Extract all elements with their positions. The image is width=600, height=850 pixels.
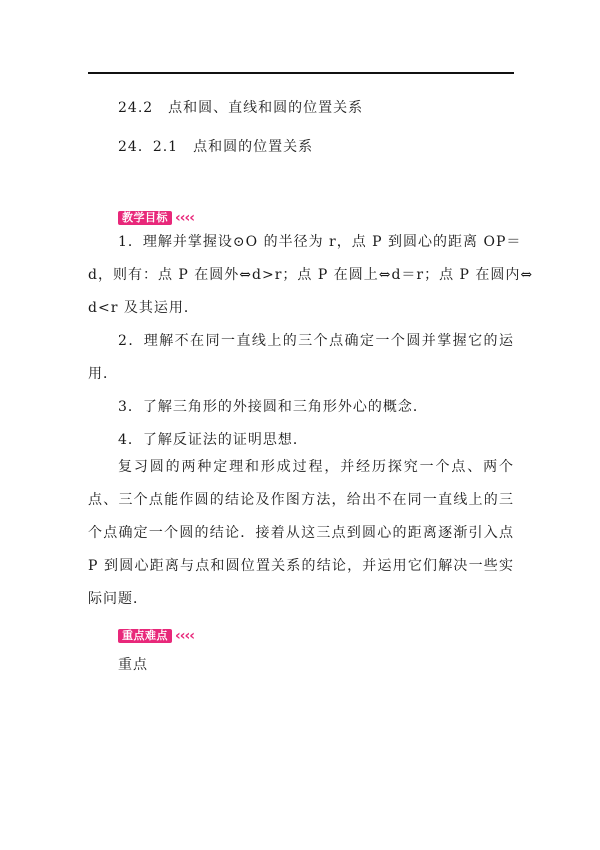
- key-points-heading: 重点: [118, 657, 148, 673]
- intro-line-1: 复习圆的两种定理和形成过程，并经历探究一个点、两个: [118, 459, 514, 475]
- objective-2-line-1: 2．理解不在同一直线上的三个点确定一个圆并掌握它的运: [118, 333, 514, 349]
- key-points-badge-label: 重点难点: [118, 629, 172, 643]
- objective-4: 4．了解反证法的证明思想．: [118, 432, 308, 448]
- chevrons-left-icon: ‹‹‹‹: [175, 628, 195, 644]
- objective-3: 3．了解三角形的外接圆和三角形外心的概念．: [118, 399, 428, 415]
- objective-1-line-1: 1．理解并掌握设⊙O 的半径为 r，点 P 到圆心的距离 OP＝: [118, 234, 522, 250]
- key-points-badge: [118, 628, 194, 644]
- intro-paragraph: [88, 451, 514, 616]
- objective-1-line-3: d<r 及其运用．: [88, 300, 199, 316]
- section-title: 24.2 点和圆、直线和圆的位置关系: [118, 100, 364, 116]
- intro-line-5: 际问题．: [88, 591, 148, 607]
- objectives-list: [88, 226, 534, 457]
- objective-2-line-2: 用．: [88, 366, 118, 382]
- objective-1-line-2: d，则有：点 P 在圆外⇔d>r；点 P 在圆上⇔d＝r；点 P 在圆内⇔: [88, 267, 534, 283]
- objectives-badge-label: 教学目标: [118, 211, 172, 225]
- top-rule: [88, 72, 514, 74]
- chevrons-left-icon: ‹‹‹‹: [175, 210, 195, 226]
- section-subtitle: 24．2.1 点和圆的位置关系: [118, 139, 314, 155]
- intro-line-3: 个点确定一个圆的结论．接着从这三点到圆心的距离逐渐引入点: [88, 525, 514, 541]
- intro-line-2: 点、三个点能作圆的结论及作图方法，给出不在同一直线上的三: [88, 492, 514, 508]
- intro-line-4: P 到圆心距离与点和圆位置关系的结论，并运用它们解决一些实: [88, 558, 514, 574]
- objectives-badge: [118, 210, 194, 226]
